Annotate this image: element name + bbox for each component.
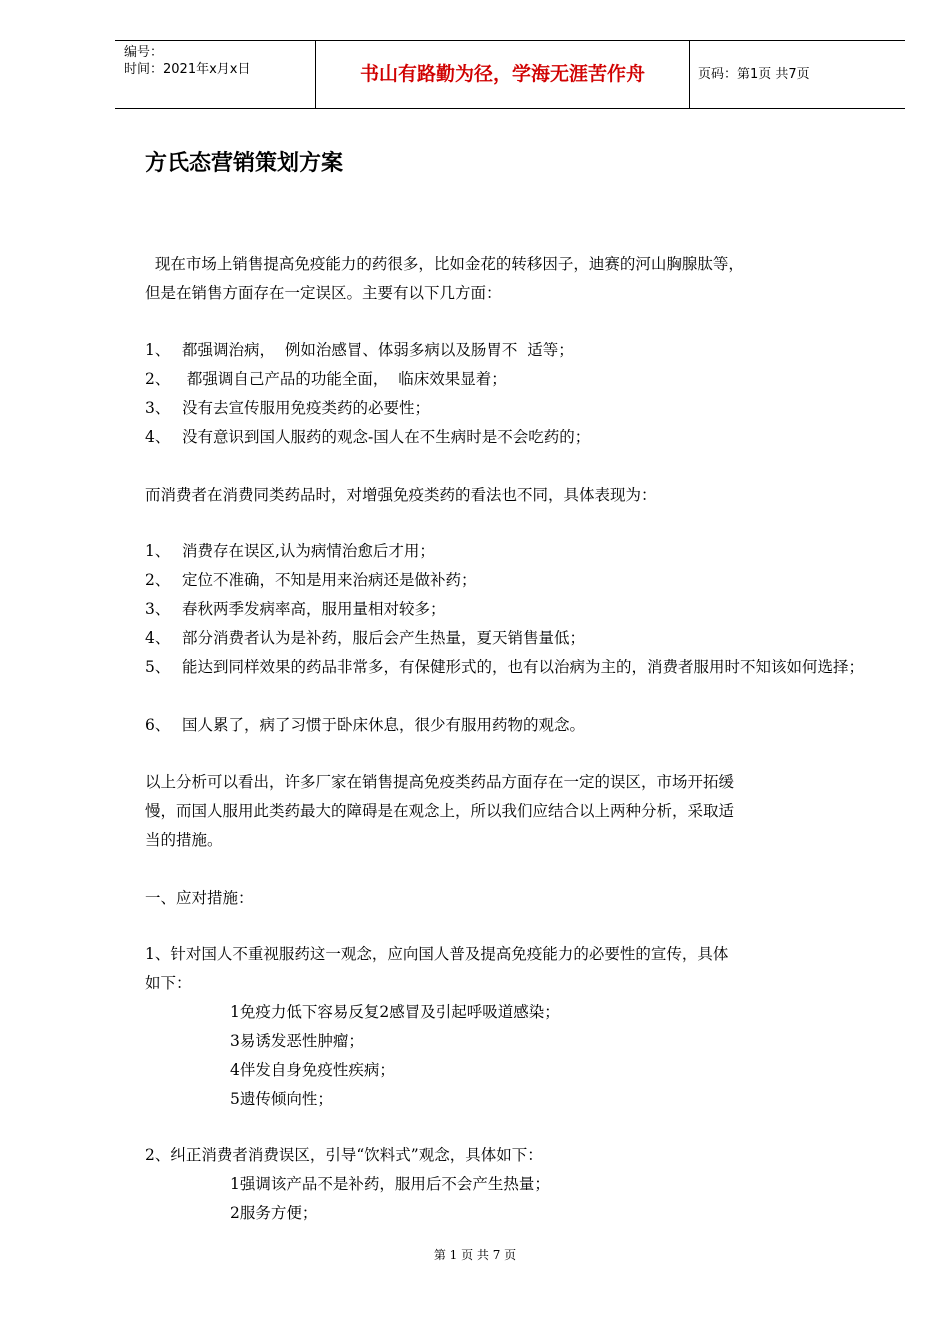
intro-line-1: 现在市场上销售提高免疫能力的药很多，比如金花的转移因子，迪赛的河山胸腺肽等，	[145, 255, 744, 273]
paragraph-consumers: 而消费者在消费同类药品时，对增强免疫类药的看法也不同，具体表现为：	[145, 486, 657, 504]
measure-1-line-2: 如下：	[145, 974, 192, 992]
list-text: 能达到同样效果的药品非常多，有保健形式的，也有以治病为主的，消费者服用时不知该如何选择；	[182, 658, 865, 676]
list-item	[145, 653, 880, 682]
list-number: 6、	[145, 716, 171, 734]
analysis-line-3: 当的措施。	[145, 831, 223, 849]
list-text: 都强调自己产品的功能全面， 临床效果显着；	[182, 370, 507, 388]
measure-1-line-1: 1、针对国人不重视服药这一观念，应向国人普及提高免疫能力的必要性的宣传，具体	[145, 945, 729, 963]
list-item	[145, 537, 880, 566]
list-number: 2、	[145, 571, 171, 589]
list-item	[145, 624, 880, 653]
list-item	[145, 394, 880, 423]
header-page-info: 页码：第1页 共7页	[698, 67, 810, 82]
intro-line-2: 但是在销售方面存在一定误区。主要有以下几方面：	[145, 284, 502, 302]
section-heading: 一、应对措施：	[145, 889, 254, 907]
header-motto: 书山有路勤为径，学海无涯苦作舟	[316, 41, 690, 108]
list-text: 没有意识到国人服药的观念-国人在不生病时是不会吃药的；	[182, 428, 591, 446]
list-number: 1、	[145, 542, 171, 560]
sub-item: 2服务方便；	[230, 1204, 318, 1222]
measure-2-line-1: 2、纠正消费者消费误区，引导“饮料式”观念，具体如下：	[145, 1146, 543, 1164]
document-title: 方氏态营销策划方案	[145, 151, 344, 176]
list-item	[145, 711, 880, 740]
list-item	[145, 566, 880, 595]
document-header	[115, 40, 905, 109]
list-text: 定位不准确，不知是用来治病还是做补药；	[182, 571, 477, 589]
time-label: 时间：2021年x月x日	[124, 62, 251, 77]
list-number: 4、	[145, 629, 171, 647]
list-number: 3、	[145, 600, 171, 618]
page-footer: 第 1 页 共 7 页	[433, 1248, 517, 1262]
list-item	[145, 365, 880, 394]
sub-item: 1强调该产品不是补药，服用后不会产生热量；	[230, 1175, 550, 1193]
sub-item: 3易诱发恶性肿瘤；	[230, 1032, 364, 1050]
header-meta-cell	[115, 41, 316, 108]
list-item	[145, 595, 880, 624]
list-text: 都强调治病， 例如治感冒、体弱多病以及肠胃不 适等；	[182, 341, 574, 359]
list-number: 1、	[145, 341, 171, 359]
list-text: 部分消费者认为是补药，服后会产生热量，夏天销售量低；	[182, 629, 586, 647]
analysis-line-2: 慢，而国人服用此类药最大的障碍是在观念上，所以我们应结合以上两种分析，采取适	[145, 802, 735, 820]
sub-item: 1免疫力低下容易反复2感冒及引起呼吸道感染；	[230, 1003, 560, 1021]
sub-item: 4伴发自身免疫性疾病；	[230, 1061, 395, 1079]
list-number: 3、	[145, 399, 171, 417]
list-text: 没有去宣传服用免疫类药的必要性；	[182, 399, 431, 417]
list-item	[145, 423, 880, 452]
list-number: 4、	[145, 428, 171, 446]
analysis-line-1: 以上分析可以看出，许多厂家在销售提高免疫类药品方面存在一定的误区，市场开拓缓	[145, 773, 735, 791]
sub-item: 5遗传倾向性；	[230, 1090, 333, 1108]
list-text: 春秋两季发病率高，服用量相对较多；	[182, 600, 446, 618]
list-number: 5、	[145, 658, 171, 676]
list-text: 消费存在误区,认为病情治愈后才用；	[182, 542, 435, 560]
list-number: 2、	[145, 370, 171, 388]
list-item	[145, 336, 880, 365]
list-text: 国人累了，病了习惯于卧床休息，很少有服用药物的观念。	[182, 716, 586, 734]
number-label: 编号：	[124, 45, 164, 60]
